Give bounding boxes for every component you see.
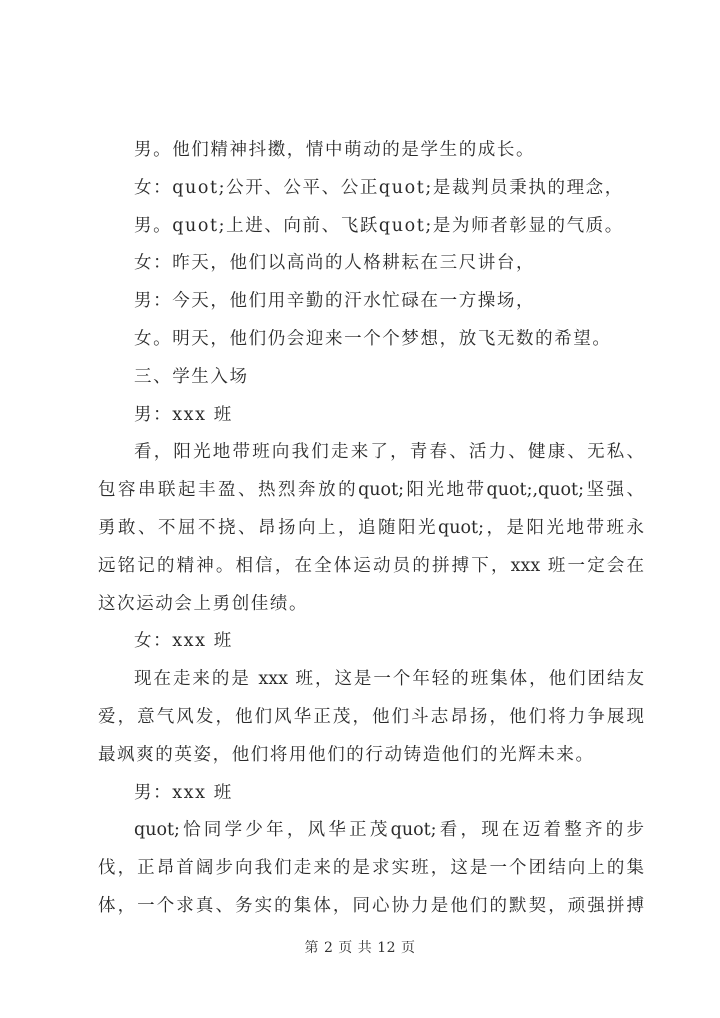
- text-line: 男。quot;上进、向前、飞跃quot;是为师者彰显的气质。: [134, 215, 624, 236]
- text-line: 女：昨天，他们以高尚的人格耕耘在三尺讲台，: [134, 253, 536, 274]
- speaker-label: 男：xxx 班: [134, 782, 233, 803]
- text-line: 最飒爽的英姿，他们将用他们的行动铸造他们的光辉未来。: [98, 744, 595, 765]
- speaker-label: 女：xxx 班: [134, 631, 233, 652]
- text-line: 勇敢、不屈不挠、昂扬向上，追随阳光quot;，是阳光地带班永: [98, 517, 644, 538]
- text-line: 这次运动会上勇创佳绩。: [98, 593, 309, 614]
- speaker-label: 男：xxx 班: [134, 404, 233, 425]
- text-line: 看，阳光地带班向我们走来了，青春、活力、健康、无私、: [134, 442, 644, 463]
- text-line: 现在走来的是 xxx 班，这是一个年轻的班集体，他们团结友: [134, 669, 644, 690]
- text-line: 包容串联起丰盈、热烈奔放的quot;阳光地带quot;,quot;坚强、: [98, 480, 644, 501]
- text-line: 爱，意气风发，他们风华正茂，他们斗志昂扬，他们将力争展现: [98, 706, 644, 727]
- text-line: 女。明天，他们仍会迎来一个个梦想，放飞无数的希望。: [134, 328, 612, 349]
- text-line: quot;恰同学少年，风华正茂quot;看，现在迈着整齐的步: [134, 820, 644, 841]
- page-number-footer: 第 2 页 共 12 页: [304, 940, 416, 956]
- text-line: 男：今天，他们用辛勤的汗水忙碌在一方操场，: [134, 291, 536, 312]
- section-heading: 三、学生入场: [134, 366, 249, 387]
- text-line: 女：quot;公开、公平、公正quot;是裁判员秉执的理念，: [134, 177, 624, 198]
- document-body: [98, 132, 644, 926]
- text-line: 体，一个求真、务实的集体，同心协力是他们的默契，顽强拼搏: [98, 895, 644, 916]
- text-line: 伐，正昂首阔步向我们走来的是求实班，这是一个团结向上的集: [98, 858, 644, 879]
- text-line: 男。他们精神抖擞，情中萌动的是学生的成长。: [134, 140, 536, 160]
- text-line: 远铭记的精神。相信，在全体运动员的拼搏下，xxx 班一定会在: [98, 555, 644, 576]
